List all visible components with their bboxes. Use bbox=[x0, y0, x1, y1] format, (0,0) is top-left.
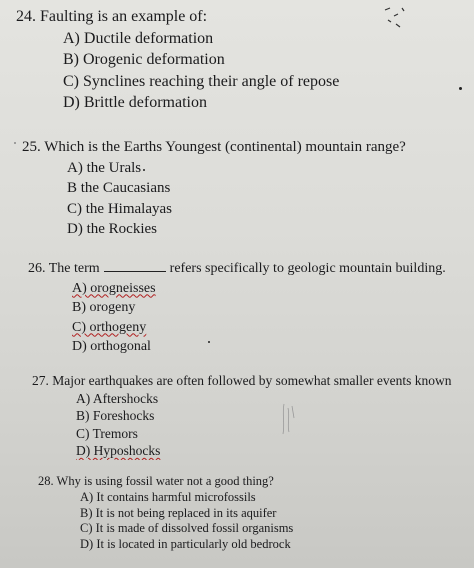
question-25-option-c: C) the Himalayas bbox=[67, 200, 172, 217]
question-27 bbox=[32, 372, 474, 460]
speck bbox=[143, 169, 145, 171]
question-25 bbox=[22, 137, 472, 240]
question-27-option-b: B) Foreshocks bbox=[76, 408, 155, 423]
question-25-option-d: D) the Rockies bbox=[67, 221, 157, 237]
question-26-text-end: refers specifically to geologic mountain building. bbox=[169, 261, 446, 276]
question-25-option-b: B the Caucasians bbox=[67, 180, 171, 196]
question-24-text: 24. Faulting is an example of: bbox=[16, 8, 208, 25]
pencil-mark bbox=[276, 400, 306, 440]
question-28-text: 28. Why is using fossil water not a good thing? bbox=[38, 474, 274, 488]
question-27-option-a: A) Aftershocks bbox=[76, 390, 159, 406]
pencil-scribble bbox=[380, 2, 420, 32]
question-24-option-d: D) Brittle deformation bbox=[63, 94, 207, 111]
question-26 bbox=[28, 259, 474, 357]
question-27-option-d: D) Hyposhocks bbox=[76, 443, 161, 458]
question-26-text bbox=[28, 259, 474, 279]
question-25-option-a: A) the Urals bbox=[67, 159, 142, 176]
question-27-option-c: C) Tremors bbox=[76, 425, 138, 441]
question-28-option-b: B) It is not being replaced in its aquifer bbox=[80, 505, 277, 520]
question-26-option-c: C) orthogeny bbox=[72, 319, 147, 335]
question-24-option-c: C) Synclines reaching their angle of repose bbox=[63, 72, 340, 90]
question-26-option-d: D) orthogonal bbox=[72, 339, 151, 354]
question-28 bbox=[38, 474, 474, 553]
question-24-option-a: A) Ductile deformation bbox=[63, 29, 214, 47]
question-26-text-start: 26. The term bbox=[28, 261, 100, 276]
question-25-text: 25. Which is the Earths Youngest (continental) mountain range? bbox=[22, 139, 406, 155]
speck bbox=[459, 87, 462, 90]
question-26-option-a: A) orogneisses bbox=[72, 280, 156, 296]
question-28-option-d: D) It is located in particularly old bedrock bbox=[80, 537, 291, 552]
question-28-option-a: A) It contains harmful microfossils bbox=[80, 489, 256, 504]
question-26-option-b: B) orogeny bbox=[72, 300, 136, 315]
question-27-text: 27. Major earthquakes are often followed by somewhat smaller events known bbox=[32, 373, 452, 388]
answer-blank bbox=[104, 261, 166, 272]
speck bbox=[14, 142, 16, 144]
question-28-option-c: C) It is made of dissolved fossil organisms bbox=[80, 521, 294, 536]
question-24-option-b: B) Orogenic deformation bbox=[63, 51, 225, 68]
speck bbox=[208, 341, 210, 343]
